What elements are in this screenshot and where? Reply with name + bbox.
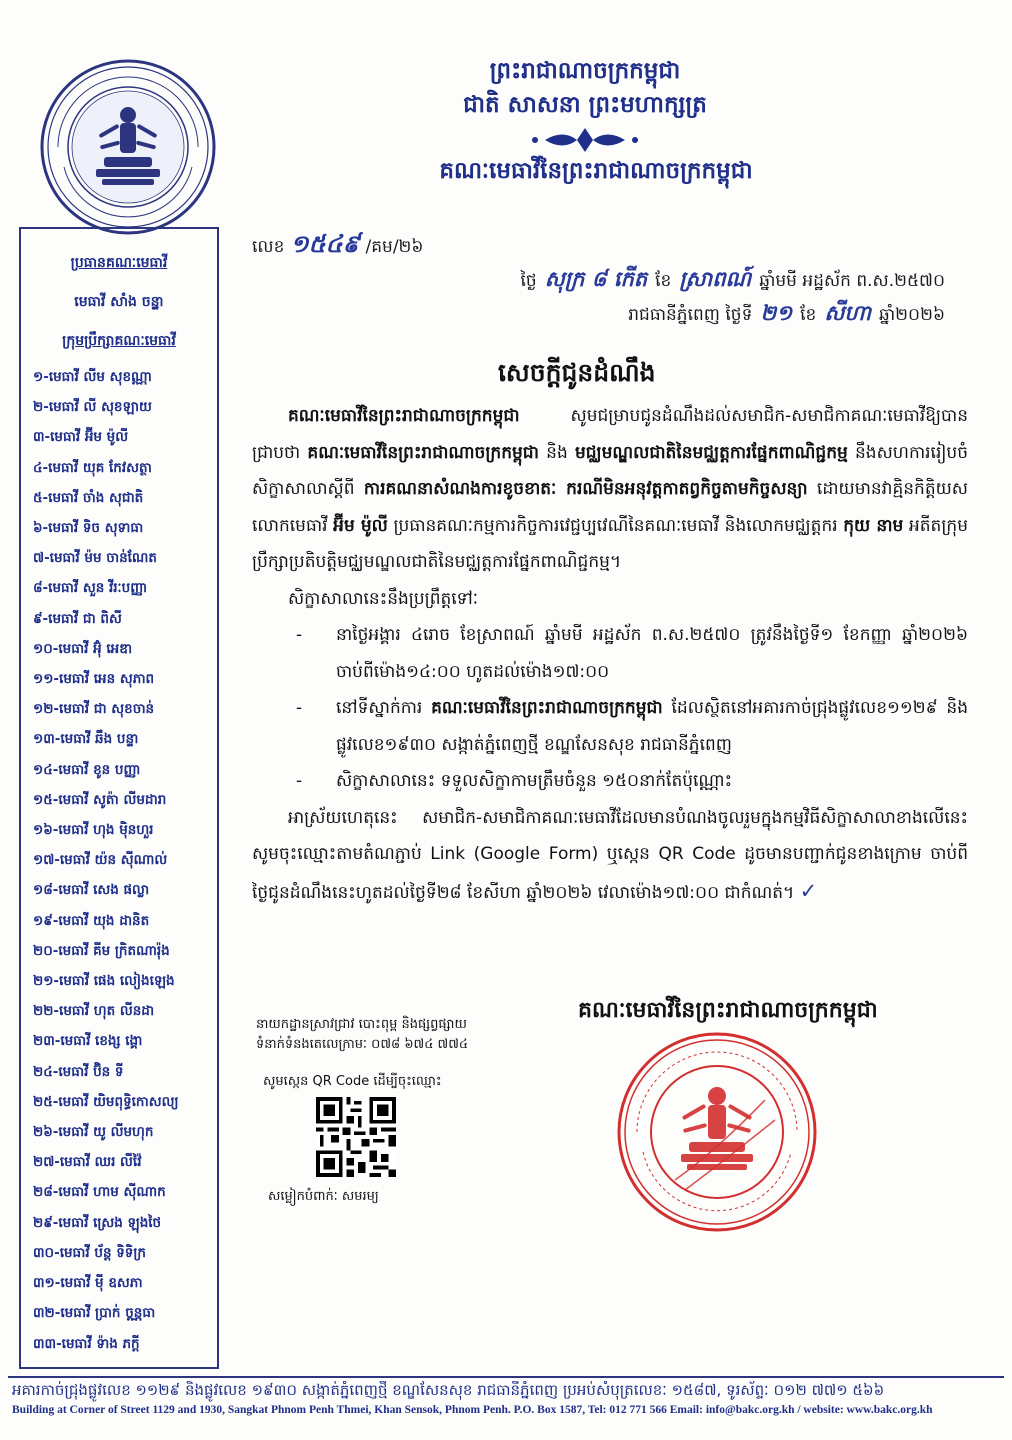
lunar-day-value: សុក្រ ៨ កើត bbox=[544, 267, 648, 291]
council-heading: ក្រុមប្រឹក្សាគណៈមេធាវី bbox=[62, 333, 176, 349]
official-seal-stamp bbox=[615, 1030, 820, 1235]
schedule-item-venue bbox=[296, 690, 968, 763]
council-name-bold: គណៈមេធាវីនៃព្រះរាជាណាចក្រកម្ពុជា bbox=[307, 442, 539, 463]
contact-department: នាយកដ្ឋានស្រាវជ្រាវ បោះពុម្ព និងផ្សព្វផ្សាយ bbox=[256, 1017, 467, 1032]
member-item: ២៨-មេធាវី ហាម ស៊ីណាក bbox=[33, 1184, 166, 1201]
registration-paragraph bbox=[252, 800, 968, 912]
lunar-day-label: ថ្ងៃ bbox=[520, 271, 537, 291]
member-item: ៣០-មេធាវី ប័ន្ត ទិទិក្រ bbox=[33, 1244, 146, 1261]
member-item: ៥-មេធាវី ចាំង សុជាតិ bbox=[33, 489, 144, 506]
council-name-bold: គណៈមេធាវីនៃព្រះរាជាណាចក្រកម្ពុជា bbox=[431, 698, 663, 718]
solar-month-label: ខែ bbox=[800, 305, 817, 325]
member-item: ៣-មេធាវី អ៊ីម ម៉ូលី bbox=[33, 429, 129, 446]
member-list bbox=[21, 362, 217, 1359]
schedule-item-date: - នាថ្ងៃអង្គារ ៤រោច ខែស្រាពណ៍ ឆ្នាំមមី អដ្ឋស័ក ព.ស.២៥៧០ ត្រូវនឹងថ្ងៃទី១ ខែកញ្ញា ឆ្នាំ២០២៦ ចាប់ពីម៉ោង១៤:០០ ហូតដល់ម៉ោង១៧:០០ bbox=[296, 617, 968, 690]
national-motto: ជាតិ សាសនា ព្រះមហាក្សត្រ bbox=[463, 91, 707, 118]
member-item: ៧-មេធាវី ម៉ម ចាន់ណែត bbox=[33, 550, 157, 567]
president-name: មេធាវី សាំង ចន្ធ្នា bbox=[74, 294, 164, 310]
member-item: ៩-មេធាវី ជា ពិសី bbox=[33, 610, 122, 627]
kingdom-header bbox=[370, 58, 800, 167]
council-name-bold: គណៈមេធាវីនៃព្រះរាជាណាចក្រកម្ពុជា bbox=[288, 406, 520, 426]
speaker-name: អ៊ីម ម៉ូលី bbox=[333, 515, 388, 536]
dress-code-note: សម្លៀកបំពាក់ៈ សមរម្យ bbox=[268, 1189, 379, 1204]
notice-subject: សេចក្តីជូនដំណឹង bbox=[498, 358, 656, 387]
solar-day-value: ២១ bbox=[760, 301, 793, 325]
lunar-month-value: ស្រាពណ៍ bbox=[679, 267, 752, 291]
contact-telegram: ទំនាក់ទំនងតេលេក្រាមៈ ០៧៨ ៦៧៤ ៧៧៤ bbox=[256, 1037, 469, 1052]
document-number bbox=[252, 229, 423, 264]
seminar-topic: ការគណនាសំណងការខូចខាតៈ ករណីមិនអនុវត្តកាតព្វកិច្ចតាមកិច្ចសន្យា bbox=[363, 479, 808, 499]
member-item: ៤-មេធាវី យុគ កែវសត្ថា bbox=[33, 459, 152, 476]
member-item: ២-មេធាវី លី សុខឡាយ bbox=[33, 399, 152, 416]
member-item: ២២-មេធាវី ហុត លីនដា bbox=[33, 1003, 155, 1020]
solar-date-line bbox=[628, 300, 945, 331]
member-item: ២៩-មេធាវី ស្រេង ឡុងថៃ bbox=[33, 1214, 162, 1231]
doc-number-value: ១៥៤៩ bbox=[290, 230, 360, 258]
member-item: ១៨-មេធាវី សេង ផល្លា bbox=[33, 882, 150, 899]
schedule-list bbox=[296, 617, 968, 800]
footer-divider bbox=[8, 1376, 1004, 1378]
member-item: ១៥-មេធាវី សូត៉ា លីមដារា bbox=[33, 791, 167, 808]
signature-title: គណៈមេធាវីនៃព្រះរាជាណាចក្រកម្ពុជា bbox=[578, 998, 878, 1023]
registration-text: អាស្រ័យហេតុនេះ សមាជិក-សមាជិកាគណៈមេធាវីដែលមានបំណងចូលរួមក្នុងកម្មវិធីសិក្ខាសាលាខាងលើនេះ សូមចុះឈ្មោះតាមតំណភ្ជាប់ Link (Google Form) ឬស្កេន QR Code ដូចមានបញ្ជាក់ជូនខាងក្រោម ចាប់ពីថ្ងៃជូនដំណឹងនេះហូតដល់ថ្ងៃទី២៨ ខែសីហា ឆ្នាំ២០២៦ វេលាម៉ោង១៧:០០ ជាកំណត់។ bbox=[252, 807, 968, 903]
kingdom-title: ព្រះរាជាណាចក្រកម្ពុជា bbox=[489, 58, 681, 84]
intro-text: នឹងសហការរៀបចំសិក្ខាសាលាស្តីពី bbox=[252, 442, 968, 499]
council-header-name: គណៈមេធាវីនៃព្រះរាជាណាចក្រកម្ពុជា bbox=[439, 158, 753, 184]
member-item: ១-មេធាវី លីម សុខណ្ណា bbox=[33, 369, 152, 385]
schedule-item-capacity: - សិក្ខាសាលានេះ ទទួលសិក្ខាកាមត្រឹមចំនួន ១៥០នាក់តែប៉ុណ្ណោះ bbox=[296, 763, 968, 800]
venue-text: នៅទីស្នាក់ការ bbox=[336, 698, 432, 718]
lunar-date-line bbox=[521, 266, 945, 297]
member-item: ១១-មេធាវី អេន សុភាព bbox=[33, 671, 155, 688]
solar-month-value: សីហា bbox=[824, 301, 871, 325]
doc-number-label: លេខ bbox=[252, 237, 285, 257]
contact-info bbox=[256, 1015, 536, 1055]
member-item: ៣២-មេធាវី ប្រាក់ ចន្ណ្ណធា bbox=[33, 1305, 156, 1322]
member-item: ១២-មេធាវី ជា សុខចាន់ bbox=[33, 701, 155, 718]
member-item: ៣៣-មេធាវី ទ៉ាង ភក្តី bbox=[33, 1335, 140, 1352]
bar-association-emblem bbox=[38, 57, 218, 237]
arbitration-center-name: មជ្ឈមណ្ឌលជាតិនៃមជ្ឈត្តការផ្នែកពាណិជ្ជកម្ម bbox=[574, 442, 848, 463]
member-item: ១៣-មេធាវី ឆឹង បន្ទា bbox=[33, 731, 139, 748]
intro-text: ដោយមានវាគ្មិនកិត្តិយសលោកមេធាវី bbox=[252, 479, 968, 536]
venue-text: ដែលស្ថិតនៅអគារកាច់ជ្រុងផ្លូវលេខ១១២៩ និងផ្លូវលេខ១៩៣០ សង្កាត់ភ្នំពេញថ្មី ខណ្ឌសែនសុខ រាជធានីភ្នំពេញ bbox=[336, 698, 969, 755]
qr-caption: សូមស្កេន QR Code ដើម្បីចុះឈ្មោះ bbox=[263, 1074, 442, 1089]
member-item: ៨-មេធាវី សួន វីរៈបញ្ញា bbox=[33, 580, 148, 597]
member-item: ២៧-មេធាវី ឈរ លីវ៉ៃ bbox=[33, 1154, 142, 1171]
member-item: ១៦-មេធាវី ហុង ម៉ិនហួរ bbox=[33, 822, 154, 839]
member-item: ២១-មេធាវី ផេង លៀងឡេង bbox=[33, 973, 175, 990]
checkmark-icon: ✓ bbox=[799, 878, 818, 903]
footer-address-english: Building at Corner of Street 1129 and 1930, Sangkat Phnom Penh Thmei, Khan Sensok, Phnom Penh. P.O. Box 1587, Tel: 012 771 566 Email: info@bakc.org.kh / website: www.bakc.org.kh bbox=[12, 1404, 933, 1416]
council-members-sidebar bbox=[19, 227, 219, 1369]
ornament-divider-icon bbox=[515, 125, 655, 155]
intro-paragraph bbox=[252, 398, 968, 581]
footer-address-khmer: អគារកាច់ជ្រុងផ្លូវលេខ ១១២៩ និងផ្លូវលេខ ១៩៣០ សង្កាត់ភ្នំពេញថ្មី ខណ្ឌសែនសុខ រាជធានីភ្នំពេញ ប្រអប់សំបុត្រលេខៈ ១៥៨៧, ទូរស័ព្ទៈ ០១២ ៧៧១ ៥៦៦ bbox=[12, 1381, 885, 1399]
member-item: ១៤-មេធាវី ខូន បញ្ញា bbox=[33, 761, 141, 778]
president-heading: ប្រធានគណៈមេធាវី bbox=[70, 255, 168, 271]
intro-text: និង bbox=[538, 442, 575, 463]
solar-place: រាជធានីភ្នំពេញ ថ្ងៃទី bbox=[628, 305, 753, 325]
member-item: ៦-មេធាវី ទិច សុទាធា bbox=[33, 520, 144, 537]
lunar-year: ឆ្នាំមមី អដ្ឋស័ក ព.ស.២៥៧០ bbox=[759, 271, 945, 291]
intro-text: អតីតក្រុមប្រឹក្សាប្រតិបត្តិមជ្ឈមណ្ឌលជាតិនៃមជ្ឈត្តការផ្នែកពាណិជ្ជកម្ម។ bbox=[252, 515, 968, 572]
member-item: ២៤-មេធាវី ប៊ិន ទី bbox=[33, 1063, 124, 1080]
member-item: ២៣-មេធាវី ខេង្ស ង្គោ bbox=[33, 1033, 143, 1050]
schedule-intro: សិក្ខាសាលានេះនឹងប្រព្រឹត្តទៅៈ bbox=[288, 588, 479, 609]
member-item: ២៥-មេធាវី យិមពុទ្ធិកោសល្យ bbox=[33, 1093, 179, 1110]
member-item: ១៩-មេធាវី យុង ដានិត bbox=[33, 912, 150, 929]
notice-body bbox=[252, 398, 968, 911]
member-item: ១៧-មេធាវី យ៉ន ស៊ីណាល់ bbox=[33, 852, 168, 869]
registration-qr-code[interactable] bbox=[316, 1097, 396, 1177]
intro-text: សូមជម្រាបជូនដំណឹងដល់សមាជិក-សមាជិកាគណៈមេធាវីឱ្យបានជ្រាបថា bbox=[252, 406, 968, 463]
solar-year: ឆ្នាំ២០២៦ bbox=[879, 305, 945, 325]
member-item: ១០-មេធាវី អ៊ុំ អេឌា bbox=[33, 640, 133, 657]
speaker-name: កុយ នាម bbox=[843, 515, 904, 536]
lunar-month-label: ខែ bbox=[655, 271, 672, 291]
doc-number-suffix: /គម/២៦ bbox=[365, 237, 424, 257]
member-item: ២៦-មេធាវី យូ លីមហុក bbox=[33, 1124, 154, 1141]
intro-text: ប្រធានគណៈកម្មការកិច្ចការវេជ្ជប្បវេណីនៃគណៈមេធាវី និងលោកមជ្ឈត្តករ bbox=[387, 515, 844, 536]
member-item: ២០-មេធាវី គីម ក្រិតណារ៉ុង bbox=[33, 942, 170, 959]
member-item: ៣១-មេធាវី ម៉ី ឧសភា bbox=[33, 1275, 143, 1292]
